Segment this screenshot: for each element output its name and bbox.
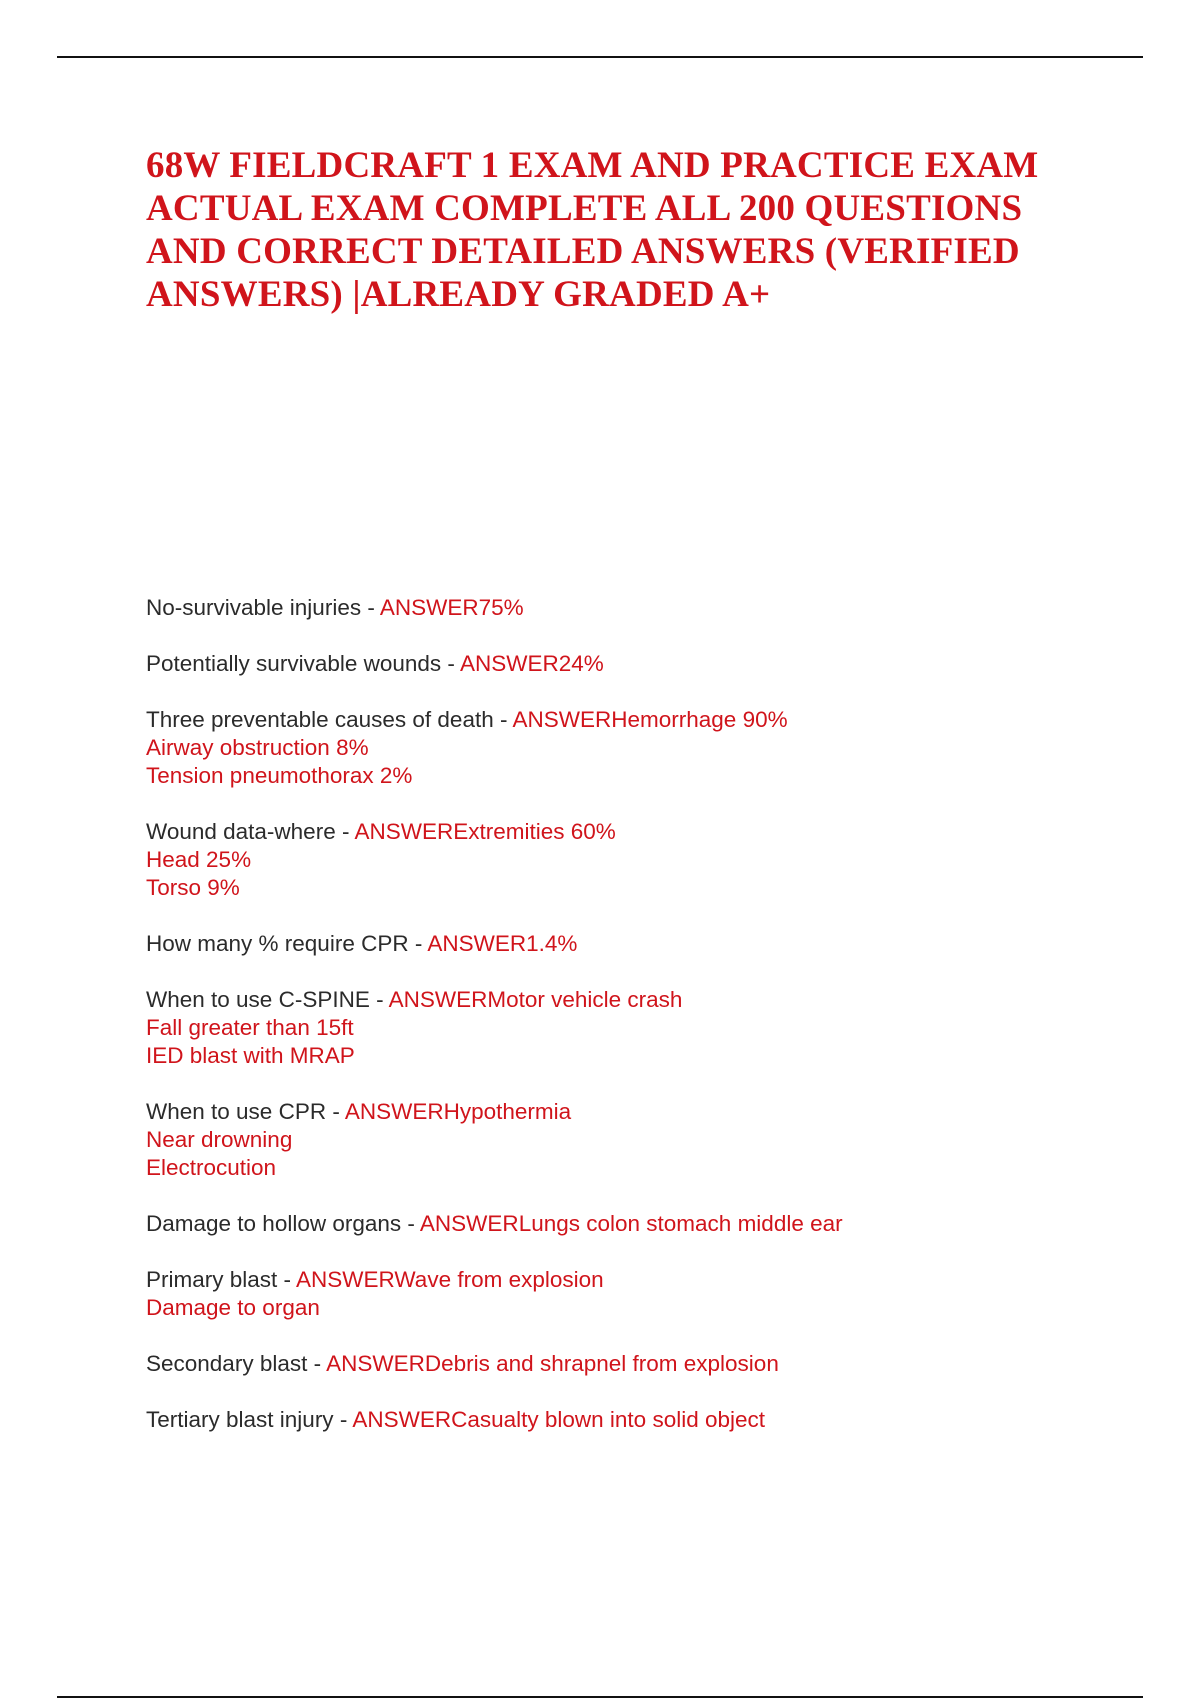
answer-text: Damage to organ [146, 1295, 320, 1320]
qa-item [146, 1350, 1146, 1378]
question-text: Potentially survivable wounds [146, 651, 442, 676]
qa-item [146, 1266, 1146, 1322]
answer-prefix: ANSWER [344, 1099, 444, 1124]
qa-item [146, 650, 1146, 678]
separator: - [333, 1407, 353, 1432]
answer-text: Tension pneumothorax 2% [146, 763, 413, 788]
question-text: Damage to hollow organs [146, 1211, 402, 1236]
answer-text: Near drowning [146, 1127, 293, 1152]
answer-prefix: ANSWER [388, 987, 488, 1012]
question-text: How many % require CPR [146, 931, 409, 956]
answer-text: Airway obstruction 8% [146, 735, 369, 760]
separator: - [441, 651, 460, 676]
answer-text: Lungs colon stomach middle ear [518, 1211, 843, 1236]
question-text: Tertiary blast injury [146, 1407, 334, 1432]
separator: - [408, 931, 428, 956]
question-text: When to use C-SPINE [146, 987, 370, 1012]
answer-text: Hypothermia [443, 1099, 572, 1124]
qa-item [146, 930, 1146, 958]
answer-prefix: ANSWER [419, 1211, 519, 1236]
answer-text: 75% [478, 595, 524, 620]
answer-prefix: ANSWER [352, 1407, 452, 1432]
qa-item [146, 1210, 1146, 1238]
separator: - [493, 707, 513, 732]
answer-text: 1.4% [526, 931, 578, 956]
question-text: Primary blast [146, 1267, 278, 1292]
separator: - [401, 1211, 420, 1236]
answer-prefix: ANSWER [512, 707, 612, 732]
separator: - [307, 1351, 327, 1376]
separator: - [369, 987, 389, 1012]
qa-item [146, 986, 1146, 1070]
document-title: 68W FIELDCRAFT 1 EXAM AND PRACTICE EXAM ACTUAL EXAM COMPLETE ALL 200 QUESTIONS AND CORRECT DETAILED ANSWERS (VERIFIED ANSWERS) |ALREADY GRADED A+ [146, 145, 1039, 315]
answer-text: Motor vehicle crash [487, 987, 683, 1012]
answer-text: Fall greater than 15ft [146, 1015, 354, 1040]
question-text: Three preventable causes of death [146, 707, 494, 732]
answer-text: Extremities 60% [453, 819, 616, 844]
separator: - [277, 1267, 297, 1292]
qa-item [146, 1098, 1146, 1182]
answer-prefix: ANSWER [296, 1267, 395, 1292]
answer-text: Wave from explosion [394, 1267, 604, 1292]
qa-item [146, 706, 1146, 790]
answer-text: Torso 9% [146, 875, 240, 900]
answer-text: Casualty blown into solid object [451, 1407, 766, 1432]
qa-list [146, 594, 1146, 1462]
answer-prefix: ANSWER [459, 651, 559, 676]
answer-text: 24% [558, 651, 604, 676]
separator: - [335, 819, 355, 844]
qa-item [146, 818, 1146, 902]
answer-text: Debris and shrapnel from explosion [424, 1351, 779, 1376]
top-rule [57, 56, 1143, 58]
answer-prefix: ANSWER [326, 1351, 425, 1376]
answer-text: Hemorrhage 90% [611, 707, 788, 732]
answer-text: IED blast with MRAP [146, 1043, 355, 1068]
answer-prefix: ANSWER [427, 931, 527, 956]
answer-text: Head 25% [146, 847, 252, 872]
separator: - [326, 1099, 345, 1124]
qa-item [146, 1406, 1146, 1434]
question-text: No-survivable injuries [146, 595, 362, 620]
qa-item [146, 594, 1146, 622]
question-text: When to use CPR [146, 1099, 327, 1124]
answer-prefix: ANSWER [379, 595, 479, 620]
answer-prefix: ANSWER [354, 819, 454, 844]
question-text: Wound data-where [146, 819, 336, 844]
answer-text: Electrocution [146, 1155, 277, 1180]
question-text: Secondary blast [146, 1351, 308, 1376]
bottom-rule [57, 1696, 1143, 1698]
separator: - [361, 595, 380, 620]
